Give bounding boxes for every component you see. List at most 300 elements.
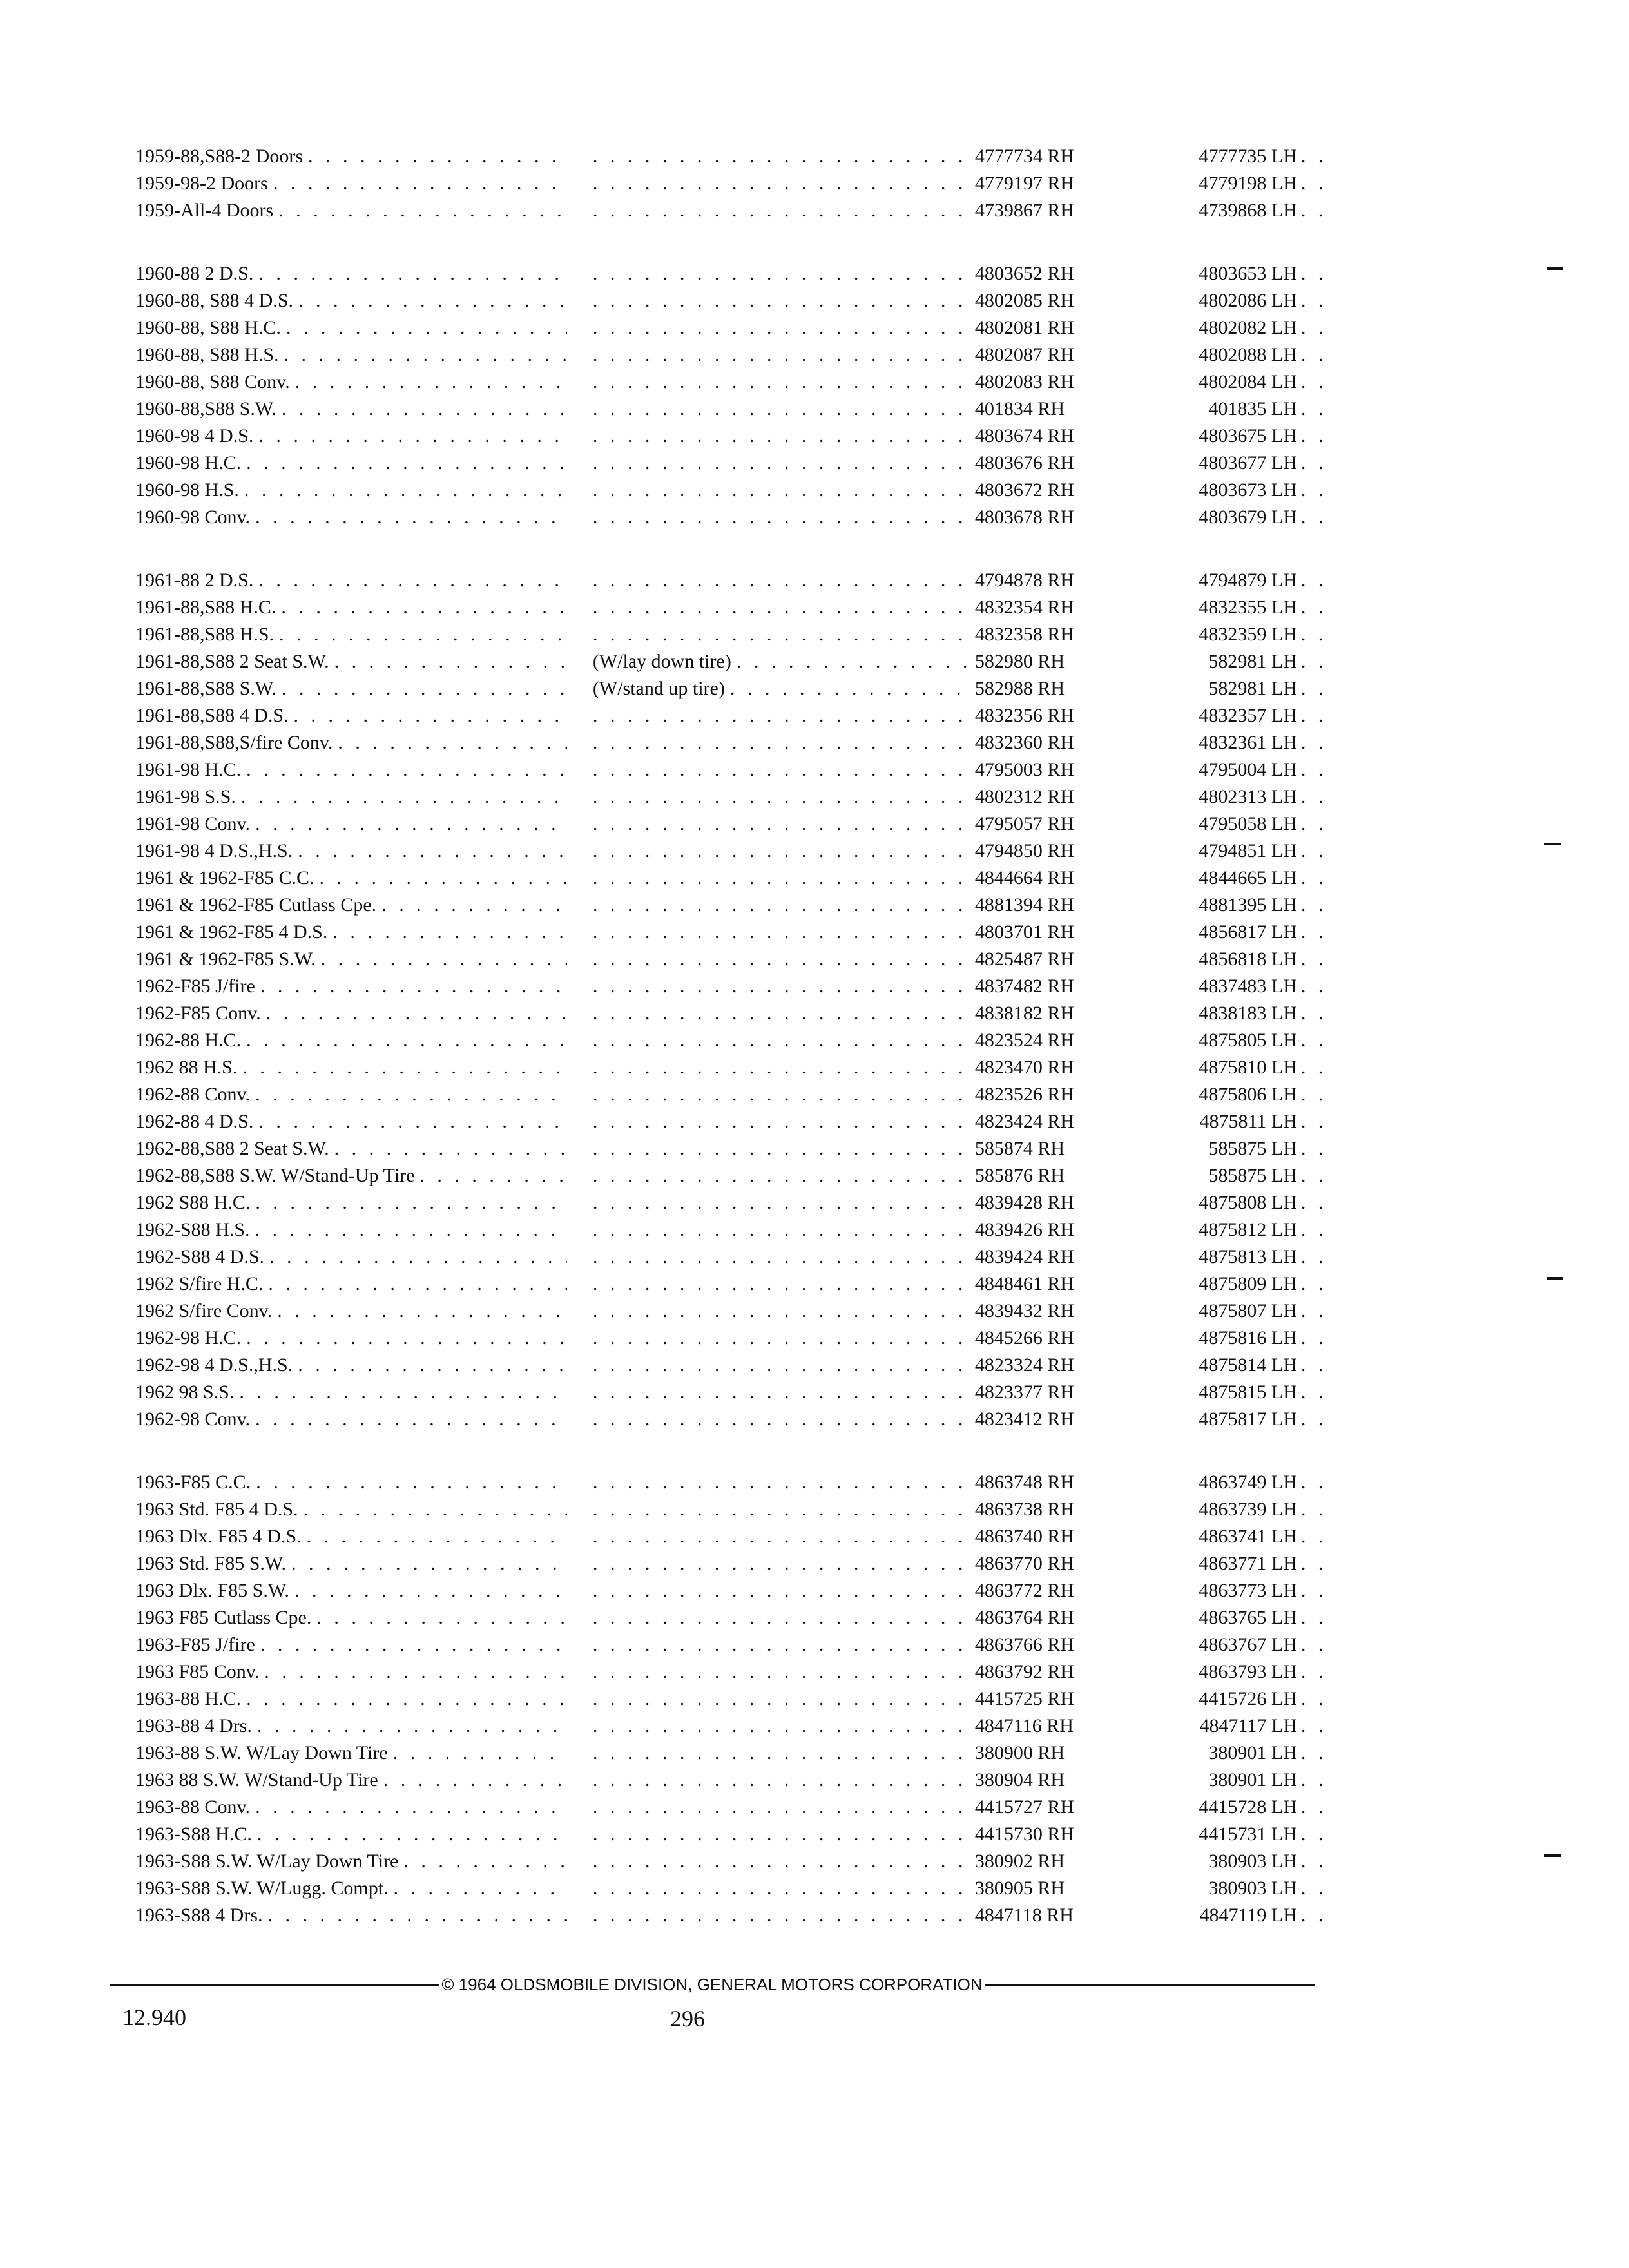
rh-part-cell [593,1352,1123,1379]
dot-leader [593,865,970,892]
dot-leader [593,143,970,170]
part-row [135,1604,1334,1631]
rh-part-number: 4823470 RH [974,1057,1075,1078]
part-row [135,594,1334,621]
model-description: 1959-88,S88-2 Doors [135,146,303,167]
lh-part-cell [1149,1108,1334,1135]
rh-part-number: 380904 RH [974,1769,1065,1791]
lh-part-number: 585875 LH [1208,1138,1297,1159]
lh-part-cell [1149,1496,1334,1523]
dot-leader [1301,1216,1334,1244]
dot-leader [266,1000,567,1027]
model-description-cell [135,973,567,1000]
model-description: 1961-88,S88 H.S. [135,624,275,645]
rh-part-cell [593,369,1123,396]
model-description-cell [135,1135,567,1162]
dot-leader [593,1713,970,1740]
lh-part-cell [1149,1767,1334,1794]
model-description: 1961-88,S88,S/fire Conv. [135,732,333,753]
dot-leader [1301,1740,1334,1767]
part-row [135,477,1334,504]
dot-leader [333,919,567,946]
lh-part-cell [1149,504,1334,531]
dot-leader [394,1875,567,1902]
rh-part-cell [593,1244,1123,1271]
lh-part-number: 4844665 LH [1199,867,1297,889]
dot-leader [593,1379,970,1406]
lh-part-cell [1149,477,1334,504]
lh-part-cell [1149,197,1334,224]
lh-part-number: 401835 LH [1208,398,1297,419]
dot-leader [258,423,567,450]
part-row [135,1000,1334,1027]
dot-leader [260,1631,567,1658]
rh-part-cell [593,594,1123,621]
dot-leader [338,729,567,756]
dot-leader [593,1108,970,1135]
part-row [135,1821,1334,1848]
rh-part-cell [593,1325,1123,1352]
model-description: 1962-F85 J/fire [135,975,255,997]
dot-leader [1301,1631,1334,1658]
model-description: 1961-88,S88 S.W. [135,678,276,699]
lh-part-cell [1149,1523,1334,1550]
rh-part-number: 4803701 RH [974,921,1075,943]
rh-part-cell [593,973,1123,1000]
page-number: 296 [670,2006,705,2032]
footer-line [110,1972,1315,1997]
lh-part-cell [1149,838,1334,865]
lh-part-number: 4856818 LH [1199,948,1297,970]
model-year-group [135,260,1334,531]
dot-leader [593,1298,970,1325]
dot-leader [255,811,567,838]
rh-part-cell [593,1604,1123,1631]
dot-leader [593,341,970,369]
model-description: 1963-88 4 Drs. [135,1715,252,1736]
dot-leader [593,1352,970,1379]
rh-part-cell [593,1902,1123,1929]
model-description-cell [135,504,567,531]
dot-leader [1301,892,1334,919]
dot-leader [334,1135,567,1162]
model-description-cell [135,811,567,838]
part-row [135,1713,1334,1740]
model-description: 1962-98 H.C. [135,1327,242,1349]
model-description-cell [135,1379,567,1406]
rh-part-number: 4803672 RH [974,479,1075,501]
model-description: 1962-88 H.C. [135,1030,242,1051]
dot-leader [1301,1875,1334,1902]
lh-part-number: 4832359 LH [1199,624,1297,645]
lh-part-number: 4875817 LH [1199,1408,1297,1430]
model-description-cell [135,1740,567,1767]
model-description: 1963-S88 H.C. [135,1823,252,1845]
part-row [135,1325,1334,1352]
dot-leader [593,287,970,314]
model-year-group [135,143,1334,224]
part-row [135,1740,1334,1767]
model-description: 1962-S88 4 D.S. [135,1246,265,1267]
rh-part-number: 4845266 RH [974,1327,1075,1349]
rh-part-number: 4832356 RH [974,705,1075,726]
rh-part-cell [593,811,1123,838]
rh-part-number: 4802085 RH [974,290,1075,311]
part-row [135,314,1334,341]
model-description-cell [135,1108,567,1135]
rh-part-number: 4823524 RH [974,1030,1075,1051]
dot-leader [258,1108,567,1135]
rh-part-number: 4779197 RH [974,173,1075,194]
part-row [135,1577,1334,1604]
part-row [135,892,1334,919]
dot-leader [255,1794,567,1821]
model-description: 1963 Dlx. F85 4 D.S. [135,1526,302,1547]
part-row [135,1027,1334,1054]
rh-part-number: 4802312 RH [974,786,1075,807]
rh-part-number: 4795057 RH [974,813,1075,834]
model-description: 1962-F85 Conv. [135,1003,261,1024]
model-description-cell [135,369,567,396]
dot-leader [593,1496,970,1523]
rh-part-number: 4802081 RH [974,317,1075,338]
dot-leader [334,648,567,675]
model-description: 1962 S88 H.C. [135,1192,251,1213]
dot-leader [268,1902,567,1929]
dot-leader [593,314,970,341]
rh-part-cell [593,1875,1123,1902]
lh-part-number: 4875808 LH [1199,1192,1297,1213]
rh-part-number: 585874 RH [974,1138,1065,1159]
model-description-cell [135,1027,567,1054]
part-row [135,838,1334,865]
dot-leader [1301,1027,1334,1054]
dot-leader [1301,1406,1334,1433]
rh-part-number: 4803652 RH [974,263,1075,284]
dot-leader [1301,1298,1334,1325]
margin-mark [1544,1854,1561,1857]
dot-leader [593,1523,970,1550]
model-description: 1963 Dlx. F85 S.W. [135,1580,289,1601]
lh-part-number: 4863765 LH [1199,1607,1297,1628]
part-row [135,1631,1334,1658]
model-description: 1961-98 4 D.S.,H.S. [135,840,293,861]
dot-leader [1301,675,1334,702]
part-row [135,260,1334,287]
part-row [135,1108,1334,1135]
dot-leader [321,946,567,973]
model-description: 1963-88 H.C. [135,1688,242,1709]
rh-part-cell [593,946,1123,973]
dot-leader [286,314,567,341]
model-description: 1962-88 Conv. [135,1084,251,1105]
part-row [135,170,1334,197]
lh-part-cell [1149,396,1334,423]
dot-leader [257,1713,567,1740]
rh-part-cell [593,1108,1123,1135]
lh-part-cell [1149,811,1334,838]
part-row [135,1469,1334,1496]
lh-part-number: 4863739 LH [1199,1499,1297,1520]
model-description: 1962-88,S88 2 Seat S.W. [135,1138,329,1159]
model-description: 1961-98 S.S. [135,786,236,807]
part-row [135,1496,1334,1523]
dot-leader [1301,1054,1334,1081]
lh-part-number: 4875813 LH [1199,1246,1297,1267]
part-row [135,919,1334,946]
model-description-cell [135,919,567,946]
dot-leader [284,341,567,369]
copyright-notice: © 1964 OLDSMOBILE DIVISION, GENERAL MOTORS CORPORATION [441,1974,983,1994]
dot-leader [593,702,970,729]
part-row [135,756,1334,783]
lh-part-number: 4832357 LH [1199,705,1297,726]
lh-part-number: 4803675 LH [1199,425,1297,447]
lh-part-cell [1149,1740,1334,1767]
model-description-cell [135,1325,567,1352]
part-row [135,648,1334,675]
part-row [135,567,1334,594]
lh-part-cell [1149,946,1334,973]
dot-leader [1301,314,1334,341]
part-row [135,1848,1334,1875]
dot-leader [1301,1135,1334,1162]
dot-leader [282,396,567,423]
model-description: 1962 98 S.S. [135,1381,235,1403]
dot-leader [593,1767,970,1794]
lh-part-number: 4847117 LH [1199,1715,1297,1736]
part-row [135,865,1334,892]
lh-part-cell [1149,1406,1334,1433]
lh-part-cell [1149,423,1334,450]
model-description-cell [135,1352,567,1379]
dot-leader [593,621,970,648]
dot-leader [1301,1604,1334,1631]
dot-leader [593,1135,970,1162]
lh-part-number: 4863767 LH [1199,1634,1297,1655]
rh-part-cell [593,341,1123,369]
dot-leader [593,396,970,423]
lh-part-cell [1149,341,1334,369]
dot-leader [1301,621,1334,648]
lh-part-number: 4875814 LH [1199,1354,1297,1376]
rh-part-number: 380902 RH [974,1850,1065,1872]
rh-part-cell [593,1469,1123,1496]
model-description: 1960-98 H.S. [135,479,239,501]
lh-part-number: 4802088 LH [1199,344,1297,365]
model-description-cell [135,477,567,504]
footer-rule-left [110,1984,439,1986]
rh-part-number: 401834 RH [974,398,1065,419]
lh-part-number: 4803677 LH [1199,452,1297,474]
dot-leader [246,450,567,477]
model-description-cell [135,1658,567,1686]
lh-part-cell [1149,1081,1334,1108]
rh-part-cell [593,1794,1123,1821]
model-description: 1962-88,S88 S.W. W/Stand-Up Tire [135,1165,415,1186]
footer-rule-right [985,1984,1315,1986]
part-row [135,1686,1334,1713]
rh-part-cell [593,1135,1123,1162]
lh-part-cell [1149,1875,1334,1902]
lh-part-cell [1149,892,1334,919]
lh-part-number: 4794851 LH [1199,840,1297,861]
rh-part-number: 4839432 RH [974,1300,1075,1321]
model-description-cell [135,1523,567,1550]
model-year-group [135,567,1334,1433]
lh-part-cell [1149,1550,1334,1577]
rh-part-number: 4823412 RH [974,1408,1075,1430]
dot-leader [593,477,970,504]
rh-part-number: 4802083 RH [974,371,1075,392]
part-row [135,1189,1334,1216]
dot-leader [291,1550,567,1577]
dot-leader [593,1325,970,1352]
dot-leader [246,1027,567,1054]
model-description: 1961-98 Conv. [135,813,251,834]
rh-part-number: 4832358 RH [974,624,1075,645]
lh-part-cell [1149,369,1334,396]
rh-part-cell [593,450,1123,477]
lh-part-cell [1149,1325,1334,1352]
model-description: 1963 Std. F85 4 D.S. [135,1499,298,1520]
dot-leader [593,1604,970,1631]
lh-part-cell [1149,260,1334,287]
part-row [135,973,1334,1000]
lh-part-number: 4415728 LH [1199,1796,1297,1818]
dot-leader [593,504,970,531]
lh-part-number: 4881395 LH [1199,894,1297,916]
rh-part-number: 4863764 RH [974,1607,1075,1628]
rh-part-cell [593,1298,1123,1325]
lh-part-number: 380901 LH [1208,1769,1297,1791]
lh-part-number: 4875806 LH [1199,1084,1297,1105]
dot-leader [593,1631,970,1658]
model-description: 1961 & 1962-F85 Cutlass Cpe. [135,894,377,916]
lh-part-number: 4863749 LH [1199,1472,1297,1493]
model-description-cell [135,1550,567,1577]
model-description-cell [135,1604,567,1631]
rh-part-cell [593,477,1123,504]
model-description-cell [135,756,567,783]
model-description: 1959-All-4 Doors [135,200,274,221]
dot-leader [593,1406,970,1433]
part-row [135,1406,1334,1433]
lh-part-cell [1149,1162,1334,1189]
dot-leader [256,1469,567,1496]
dot-leader [593,973,970,1000]
lh-part-cell [1149,702,1334,729]
dot-leader [593,783,970,811]
lh-part-number: 4794879 LH [1199,570,1297,591]
dot-leader [1301,567,1334,594]
dot-leader [246,1686,567,1713]
rh-part-cell [593,838,1123,865]
lh-part-number: 4875812 LH [1199,1219,1297,1240]
lh-part-cell [1149,1604,1334,1631]
part-row [135,197,1334,224]
model-description-cell [135,729,567,756]
lh-part-cell [1149,1794,1334,1821]
part-row [135,1244,1334,1271]
model-description-cell [135,1189,567,1216]
dot-leader [593,197,970,224]
rh-part-number: 4803678 RH [974,506,1075,528]
model-description-cell [135,865,567,892]
lh-part-number: 4803653 LH [1199,263,1297,284]
dot-leader [403,1848,567,1875]
model-description: 1961-88,S88 2 Seat S.W. [135,651,329,672]
model-description-cell [135,594,567,621]
rh-part-number: 4739867 RH [974,200,1075,221]
model-description: 1963 F85 Conv. [135,1661,260,1682]
lh-part-number: 4863773 LH [1199,1580,1297,1601]
model-description-cell [135,1686,567,1713]
lh-part-cell [1149,648,1334,675]
model-description-cell [135,1767,567,1794]
dot-leader [1301,1496,1334,1523]
part-row [135,1902,1334,1929]
dot-leader [593,946,970,973]
model-description-cell [135,341,567,369]
dot-leader [593,1469,970,1496]
dot-leader [593,450,970,477]
part-row [135,1162,1334,1189]
model-description-cell [135,314,567,341]
rh-part-number: 4863740 RH [974,1526,1075,1547]
rh-part-cell [593,423,1123,450]
dot-leader [1301,143,1334,170]
dot-leader [298,1352,567,1379]
model-description: 1963-F85 C.C. [135,1472,251,1493]
rh-part-cell [593,1821,1123,1848]
model-description: 1963-S88 S.W. W/Lay Down Tire [135,1850,399,1872]
rh-part-number: 4825487 RH [974,948,1075,970]
part-row [135,423,1334,450]
lh-part-number: 4415726 LH [1199,1688,1297,1709]
dot-leader [294,1577,567,1604]
part-row [135,369,1334,396]
dot-leader [1301,1244,1334,1271]
rh-part-cell [593,1577,1123,1604]
dot-leader [593,1162,970,1189]
lh-part-cell [1149,1469,1334,1496]
lh-part-cell [1149,865,1334,892]
lh-part-number: 4875811 LH [1199,1111,1297,1132]
model-description-cell [135,396,567,423]
dot-leader [593,1216,970,1244]
model-description: 1962 S/fire Conv. [135,1300,273,1321]
lh-part-cell [1149,756,1334,783]
dot-leader [593,1189,970,1216]
rh-part-cell [593,621,1123,648]
dot-leader [1301,1189,1334,1216]
dot-leader [1301,423,1334,450]
dot-leader [593,919,970,946]
model-description: 1962 88 H.S. [135,1057,238,1078]
lh-part-number: 4875807 LH [1199,1300,1297,1321]
rh-part-number: 4847116 RH [974,1715,1074,1736]
dot-leader [1301,1686,1334,1713]
dot-leader [281,594,567,621]
dot-leader [1301,1469,1334,1496]
model-description-cell [135,1271,567,1298]
rh-part-cell [593,396,1123,423]
lh-part-cell [1149,1821,1334,1848]
model-description: 1963-S88 S.W. W/Lugg. Compt. [135,1878,389,1899]
rh-part-cell [593,197,1123,224]
model-description-cell [135,675,567,702]
